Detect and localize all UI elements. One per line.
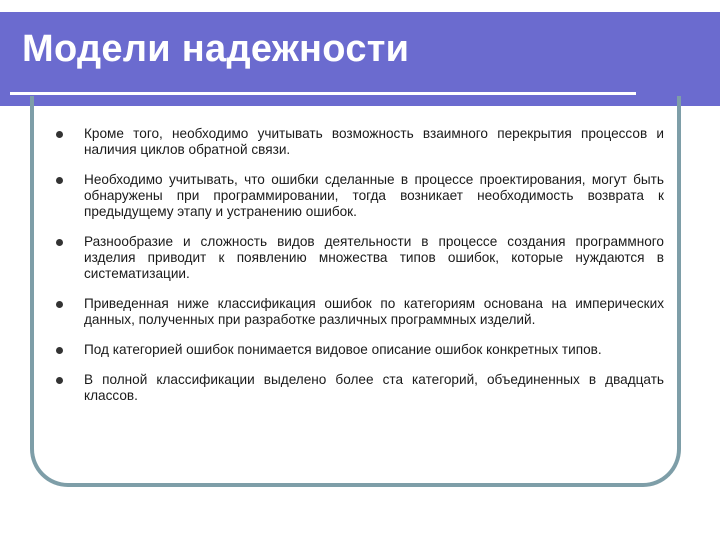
bullet-dot-icon [56, 131, 63, 138]
bullet-item [52, 372, 664, 404]
bullet-item [52, 172, 664, 220]
bullet-list [52, 126, 664, 418]
bullet-dot-icon [56, 377, 63, 384]
bullet-text: Приведенная ниже классификация ошибок по категориям основана на имперических данных, полученных при разработке различных программных изделий. [84, 296, 664, 327]
bullet-text: Под категорией ошибок понимается видовое описание ошибок конкретных типов. [84, 342, 602, 357]
slide-title: Модели надежности [22, 28, 410, 70]
bullet-text: Разнообразие и сложность видов деятельности в процессе создания программного изделия приводит к появлению множества типов ошибок, которые нуждаются в систематизации. [84, 234, 664, 281]
bullet-dot-icon [56, 177, 63, 184]
bullet-item [52, 234, 664, 282]
bullet-dot-icon [56, 347, 63, 354]
bullet-item [52, 126, 664, 158]
bullet-item [52, 296, 664, 328]
bullet-text: В полной классификации выделено более ста категорий, объединенных в двадцать классов. [84, 372, 664, 403]
bullet-dot-icon [56, 301, 63, 308]
bullet-dot-icon [56, 239, 63, 246]
bullet-item [52, 342, 664, 358]
bullet-text: Кроме того, необходимо учитывать возможность взаимного перекрытия процессов и наличия циклов обратной связи. [84, 126, 664, 157]
title-underline [10, 92, 636, 95]
bullet-text: Необходимо учитывать, что ошибки сделанные в процессе проектирования, могут быть обнаружены при программировании, тогда возникает необходимость возврата к предыдущему этапу и устранению ошибок. [84, 172, 664, 219]
